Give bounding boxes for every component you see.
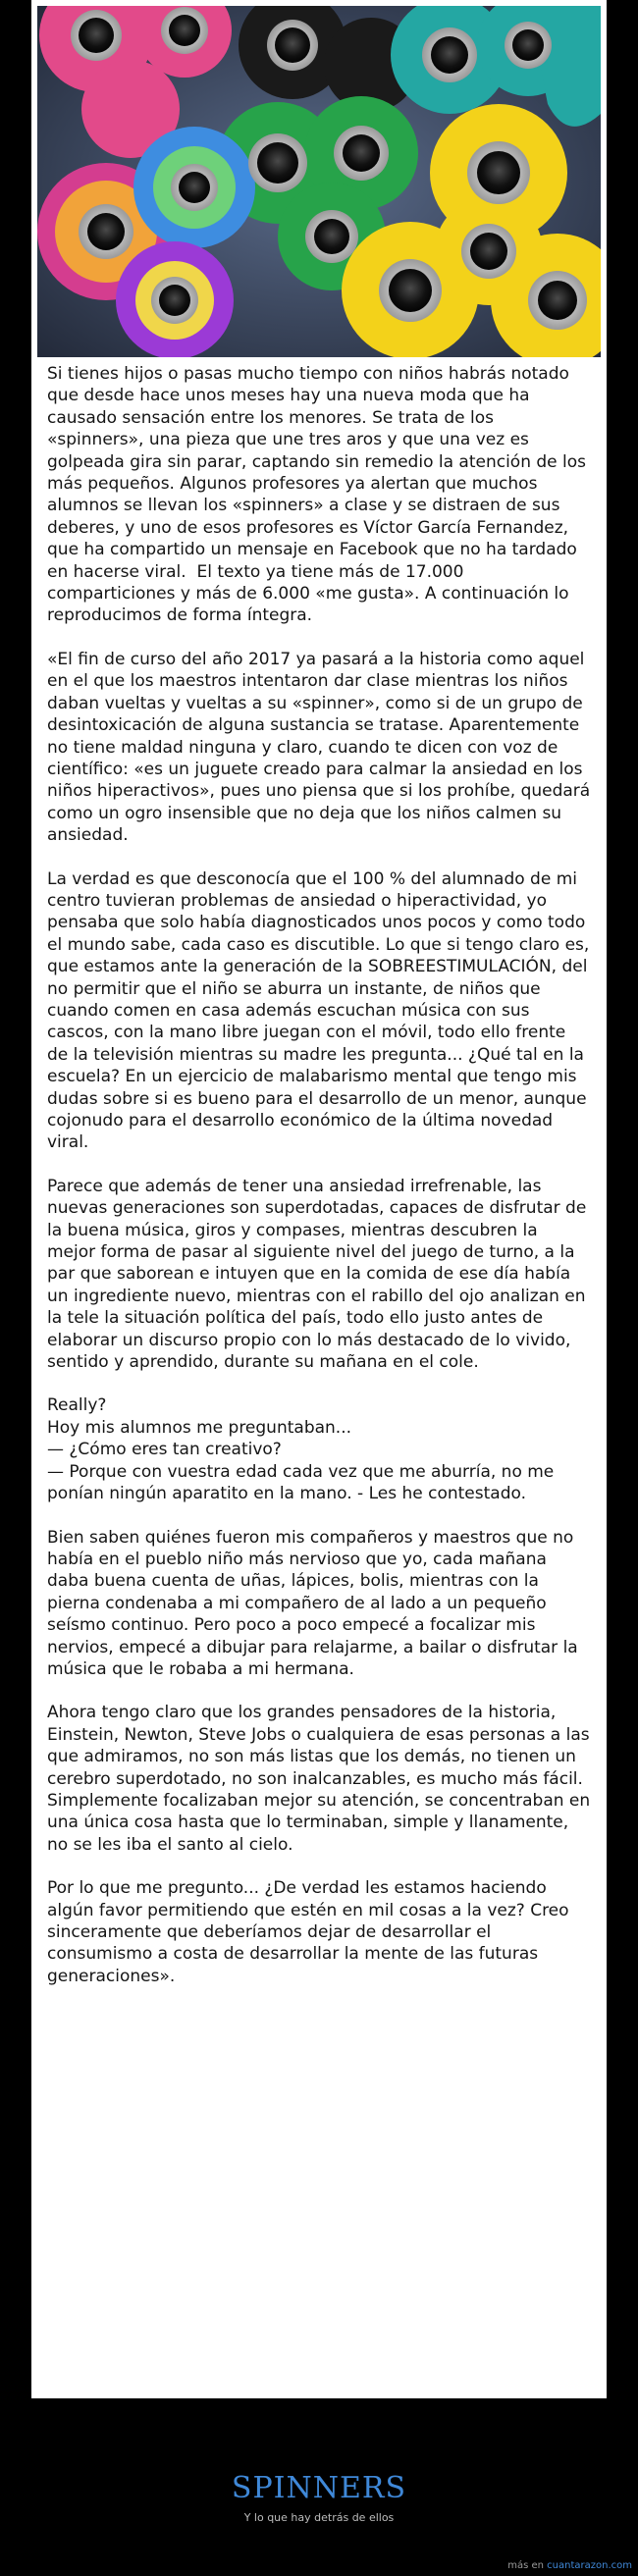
paragraph-conclusion: Por lo que me pregunto... ¿De verdad les estamos haciendo algún favor permitiendo que estén en mil cosas a la vez? Creo sinceramente que deberíamos dejar de desarrollar el consumismo a costa de desarrollar la mente de las futuras generaciones». bbox=[47, 1878, 574, 1986]
article-body bbox=[37, 359, 601, 2392]
footer-credit bbox=[507, 2560, 632, 2571]
paragraph-great-thinkers: Ahora tengo claro que los grandes pensadores de la historia, Einstein, Newton, Steve Jobs o cualquiera de esas personas a las que admiramos, no son más listas que los demás, no tienen un cerebro superdotado, no son inalcanzables, es mucho más fácil. Simplemente focalizaban mejor su atención, se concentraban en una única cosa hasta que lo terminaban, simple y llanamente, no se les iba el santo al cielo. bbox=[47, 1703, 596, 1855]
post-title: SPINNERS bbox=[231, 2471, 407, 2505]
site-link[interactable]: cuantarazon.com bbox=[547, 2560, 632, 2571]
footer-prefix: más en bbox=[507, 2560, 544, 2571]
paragraph-childhood: Bien saben quiénes fueron mis compañeros y maestros que no había en el pueblo niño más nervioso que yo, cada mañana daba buena cuenta de uñas, lápices, bolis, mientras con la pierna condenaba a mi compañero de al lado a un pequeño seísmo continuo. Pero poco a poco empecé a focalizar mis nervios, empecé a dibujar para relajarme, a bailar o disfrutar la música que le robaba a mi hermana. bbox=[47, 1527, 584, 1679]
fidget-spinners-photo bbox=[37, 6, 601, 357]
paragraph-intro: Si tienes hijos o pasas mucho tiempo con niños habrás notado que desde hace unos meses hay una nueva moda que ha causado sensación entre los menores. Se trata de los «spinners», una pieza que une tres aros y que una vez es golpeada gira sin parar, captando sin remedio la atención de los más pequeños. Algunos profesores ya alertan que muchos alumnos se llevan los «spinners» a clase y se distraen de sus deberes, y uno de esos profesores es Víctor García Fernandez, que ha compartido un mensaje en Facebook que no ha tardado en hacerse viral. El texto ya tiene más de 17.000 comparticiones y más de 6.000 «me gusta». A continuación lo reproducimos de forma íntegra. bbox=[47, 364, 592, 626]
paragraph-new-generations: Parece que además de tener una ansiedad irrefrenable, las nuevas generaciones son superdotadas, capaces de disfrutar de la buena música, giros y compases, mientras descubren la mejor forma de pasar al siguiente nivel del juego de turno, a la par que saborean e intuyen que en la comida de ese día había un ingrediente nuevo, mientras con el rabillo del ojo analizan en la tele la situación política del país, todo ello justo antes de elaborar un discurso propio con lo más destacado de lo vivido, sentido y aprendido, durante su mañana en el cole. bbox=[47, 1176, 592, 1373]
post-caption bbox=[0, 2471, 638, 2524]
post-subtitle: Y lo que hay detrás de ellos bbox=[243, 2511, 395, 2524]
paragraph-overstimulation: La verdad es que desconocía que el 100 % del alumnado de mi centro tuvieran problemas de ansiedad o hiperactividad, yo pensaba que solo había diagnosticados unos pocos y como todo el mundo sabe, cada caso es discutible. Lo que si tengo claro es, que estamos ante la generación de la SOBREESTIMULACIÓN, del no permitir que el niño se aburra un instante, de niños que cuando comen en casa además escuchan música con sus cascos, con la mano libre juegan con el móvil, todo ello frente de la televisión mientras su madre les pregunta... ¿Qué tal en la escuela? En un ejercicio de malabarismo mental que tengo mis dudas sobre si es bueno para el desarrollo de un menor, aunque cojonudo para el desarrollo económico de la última novedad viral. bbox=[47, 868, 595, 1153]
paragraph-quote-start: «El fin de curso del año 2017 ya pasará a la historia como aquel en el que los maestros intentaron dar clase mientras los niños daban vueltas y vueltas a su «spinner», como si de un grupo de desintoxicación de alguna sustancia se tratase. Aparentemente no tiene maldad ninguna y claro, cuando te dicen con voz de científico: «es un juguete creado para calmar la ansiedad en los niños hiperactivos», pues uno piensa que si los prohíbe, quedará como un ogro insensible que no deja que los niños calmen su ansiedad. bbox=[47, 649, 596, 846]
paragraph-really: Really? Hoy mis alumnos me preguntaban... — ¿Cómo eres tan creativo? — Porque con vuestra edad cada vez que me aburría, no me ponían ningún aparatito en la mano. - Les he contestado. bbox=[47, 1395, 555, 1504]
fidget-spinners-image bbox=[37, 6, 601, 357]
